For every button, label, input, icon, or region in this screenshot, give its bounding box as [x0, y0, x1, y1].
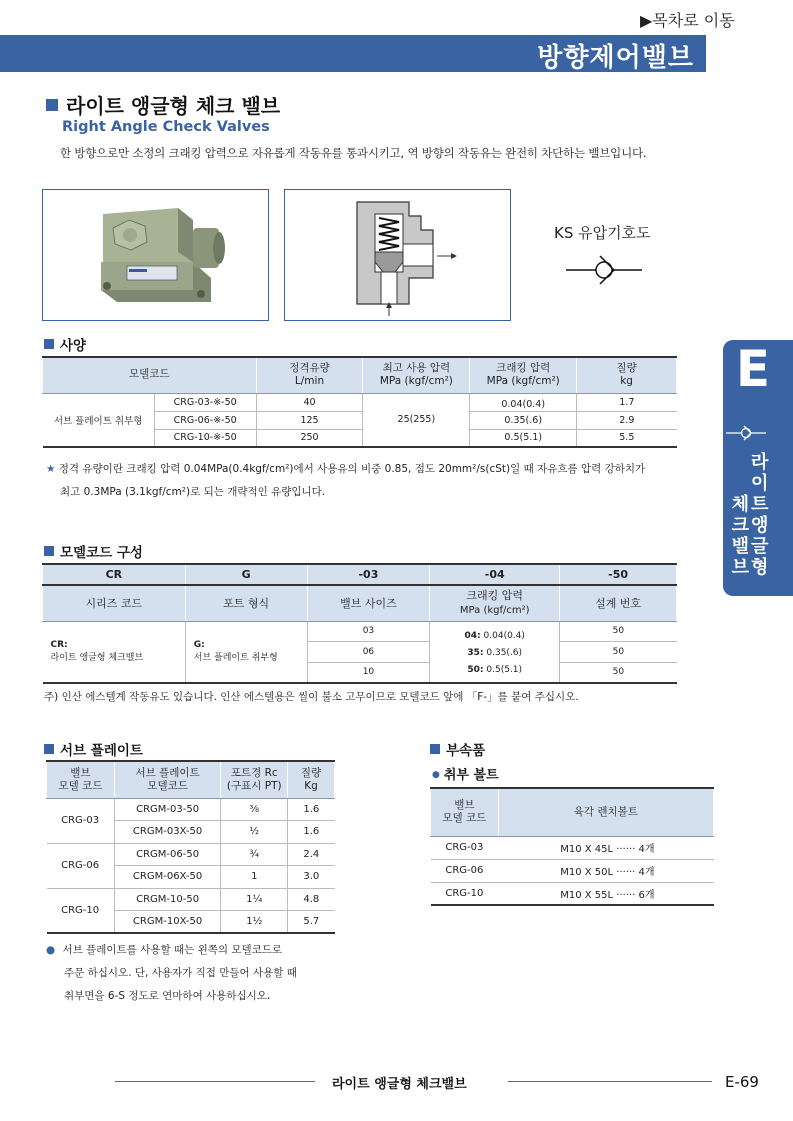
size-cell: 03	[307, 621, 430, 642]
sp-port: 1¼	[221, 888, 288, 911]
cross-section-diagram	[284, 189, 511, 321]
sp-plate: CRGM-06X-50	[114, 866, 221, 889]
sp-header-port: 포트경 Rc (구표시 PT)	[221, 761, 288, 798]
design-cell: 50	[560, 642, 677, 663]
ks-symbol-label: KS 유압기호도	[554, 224, 651, 242]
square-bullet-icon	[430, 744, 440, 754]
spec-model: CRG-03-※-50	[154, 393, 256, 411]
side-tab-title	[727, 452, 773, 578]
bolt-spec: M10 X 55L ······ 6개	[498, 882, 713, 905]
table-row	[431, 882, 714, 905]
sp-port: ½	[221, 821, 288, 844]
check-valve-symbol-icon	[726, 424, 768, 442]
toc-link[interactable]: ▶목차로 이동	[640, 11, 735, 30]
spec-model: CRG-06-※-50	[154, 411, 256, 429]
spec-flow: 250	[256, 429, 363, 447]
square-bullet-icon	[44, 546, 54, 556]
design-cell: 50	[560, 662, 677, 683]
product-photo	[42, 189, 269, 321]
code-size: -03	[307, 564, 430, 585]
code-design: -50	[560, 564, 677, 585]
valve-photo-drawing	[43, 190, 267, 319]
sp-header-weight: 질량 Kg	[288, 761, 335, 798]
name-size: 밸브 사이즈	[307, 585, 430, 621]
bolt-header-bolt: 육각 렌치볼트	[498, 788, 713, 836]
port-cell: G: 서브 플레이트 취부형	[185, 621, 307, 683]
sp-weight: 3.0	[288, 866, 335, 889]
table-row	[43, 621, 677, 642]
name-series: 시리즈 코드	[43, 585, 186, 621]
bolt-spec: M10 X 50L ······ 4개	[498, 859, 713, 882]
size-cell: 06	[307, 642, 430, 663]
product-description: 한 방향으로만 소정의 크래킹 압력으로 자유롭게 작동유를 통과시키고, 역 방향의 작동유는 완전히 차단하는 밸브입니다.	[60, 146, 647, 160]
sp-port: ⅜	[221, 798, 288, 821]
spec-header-cracking: 크래킹 압력 MPa (kgf/cm²)	[470, 357, 577, 393]
sub-plate-note: ● 서브 플레이트를 사용할 때는 왼쪽의 모델코드로 주문 하십시오. 단, 사용자가 직접 만들어 사용할 때 취부면을 6-S 정도로 연마하여 사용하십시오.	[46, 944, 297, 1002]
sp-valve: CRG-03	[47, 798, 115, 843]
sp-weight: 1.6	[288, 798, 335, 821]
spec-weight: 1.7	[577, 393, 677, 411]
spec-cracking: 0.35(.6)	[470, 411, 577, 429]
footer-divider-left	[115, 1081, 315, 1082]
sp-weight: 2.4	[288, 843, 335, 866]
page-number: E-69	[725, 1073, 759, 1091]
model-code-names-row	[43, 585, 677, 621]
code-series: CR	[43, 564, 186, 585]
square-bullet-icon	[46, 99, 58, 111]
sub-plate-header-row	[47, 761, 335, 798]
banner-title: 방향제어밸브	[537, 43, 694, 73]
bolt-header-valve: 밸브 모델 코드	[431, 788, 499, 836]
sp-port: ¾	[221, 843, 288, 866]
spec-cracking: 0.04(0.4)	[470, 393, 577, 411]
bullet-icon: ●	[46, 944, 56, 956]
spec-header-flow: 정격유량 L/min	[256, 357, 363, 393]
spec-note: ★ 정격 유량이란 크래킹 압력 0.04MPa(0.4kgf/cm²)에서 사용유의 비중 0.85, 점도 20mm²/s(cSt)일 때 자유흐름 압력 강하치가 최고 0.3MPa (3.1kgf/cm²)로 되는 개략적인 유량입니다.	[46, 463, 646, 498]
sub-plate-table	[46, 760, 335, 934]
model-code-section-title: 모델코드 구성	[44, 541, 143, 561]
series-cell: CR: 라이트 앵글형 체크밸브	[43, 621, 186, 683]
sp-header-plate: 서브 플레이트 모델코드	[114, 761, 221, 798]
mounting-bolt-subtitle: ● 취부 볼트	[432, 768, 499, 783]
table-row	[47, 888, 335, 911]
sp-header-valve: 밸브 모델 코드	[47, 761, 115, 798]
model-code-note: 주) 인산 에스텔계 작동유도 있습니다. 인산 에스텔용은 씰이 불소 고무이므로 모델코드 앞에 「F-」를 붙여 주십시오.	[44, 691, 579, 703]
sp-plate: CRGM-03X-50	[114, 821, 221, 844]
spec-section-title: 사양	[44, 334, 86, 354]
sp-valve: CRG-06	[47, 843, 115, 888]
model-code-table	[42, 563, 677, 684]
product-title-english: Right Angle Check Valves	[62, 119, 270, 135]
sp-port: 1	[221, 866, 288, 889]
sp-port: 1½	[221, 911, 288, 934]
cross-section-drawing	[285, 190, 509, 319]
sp-plate: CRGM-03-50	[114, 798, 221, 821]
bolt-header-row	[431, 788, 714, 836]
code-port: G	[185, 564, 307, 585]
cracking-cell: 04: 0.04(0.4) 35: 0.35(.6) 50: 0.5(5.1)	[430, 621, 560, 683]
name-design: 설계 번호	[560, 585, 677, 621]
code-cracking: -04	[430, 564, 560, 585]
size-cell: 10	[307, 662, 430, 683]
category-banner	[0, 35, 706, 72]
spec-flow: 40	[256, 393, 363, 411]
spec-cracking: 0.5(5.1)	[470, 429, 577, 447]
spec-weight: 2.9	[577, 411, 677, 429]
design-cell: 50	[560, 621, 677, 642]
spec-flow: 125	[256, 411, 363, 429]
side-tab-column-2: 체 크 밸 브	[731, 494, 749, 578]
spec-header-row	[43, 357, 677, 393]
name-port: 포트 형식	[185, 585, 307, 621]
sub-plate-section-title: 서브 플레이트	[44, 739, 143, 759]
spec-header-model: 모델코드	[43, 357, 257, 393]
spec-model: CRG-10-※-50	[154, 429, 256, 447]
footer-divider-right	[508, 1081, 712, 1082]
star-icon: ★	[46, 463, 56, 475]
product-title: 라이트 앵글형 체크 밸브	[46, 90, 280, 119]
table-row	[431, 836, 714, 859]
sp-weight: 4.8	[288, 888, 335, 911]
table-row	[43, 393, 677, 411]
accessories-section-title: 부속품	[430, 739, 485, 759]
bolt-table	[430, 787, 714, 906]
footer-title: 라이트 앵글형 체크밸브	[332, 1077, 467, 1092]
bolt-valve: CRG-06	[431, 859, 499, 882]
sp-plate: CRGM-06-50	[114, 843, 221, 866]
spec-table	[42, 356, 677, 448]
name-cracking: 크래킹 압력 MPa (kgf/cm²)	[430, 585, 560, 621]
section-letter: E	[735, 340, 771, 398]
sp-weight: 5.7	[288, 911, 335, 934]
table-row	[47, 798, 335, 821]
sp-valve: CRG-10	[47, 888, 115, 933]
spec-header-max-pressure: 최고 사용 압력 MPa (kgf/cm²)	[363, 357, 470, 393]
square-bullet-icon	[44, 744, 54, 754]
spec-mount-type: 서브 플레이트 취부형	[43, 393, 155, 447]
sp-plate: CRGM-10-50	[114, 888, 221, 911]
sp-plate: CRGM-10X-50	[114, 911, 221, 934]
side-tab-column-1: 라 이 트 앵 글 형	[751, 452, 769, 578]
model-code-codes-row	[43, 564, 677, 585]
bullet-icon: ●	[432, 770, 440, 780]
sp-weight: 1.6	[288, 821, 335, 844]
table-row	[47, 843, 335, 866]
bolt-valve: CRG-10	[431, 882, 499, 905]
table-row	[431, 859, 714, 882]
bolt-spec: M10 X 45L ······ 4개	[498, 836, 713, 859]
square-bullet-icon	[44, 339, 54, 349]
check-valve-symbol-icon	[566, 252, 648, 288]
bolt-valve: CRG-03	[431, 836, 499, 859]
spec-max-pressure: 25(255)	[363, 393, 470, 447]
spec-weight: 5.5	[577, 429, 677, 447]
spec-header-weight: 질량 kg	[577, 357, 677, 393]
